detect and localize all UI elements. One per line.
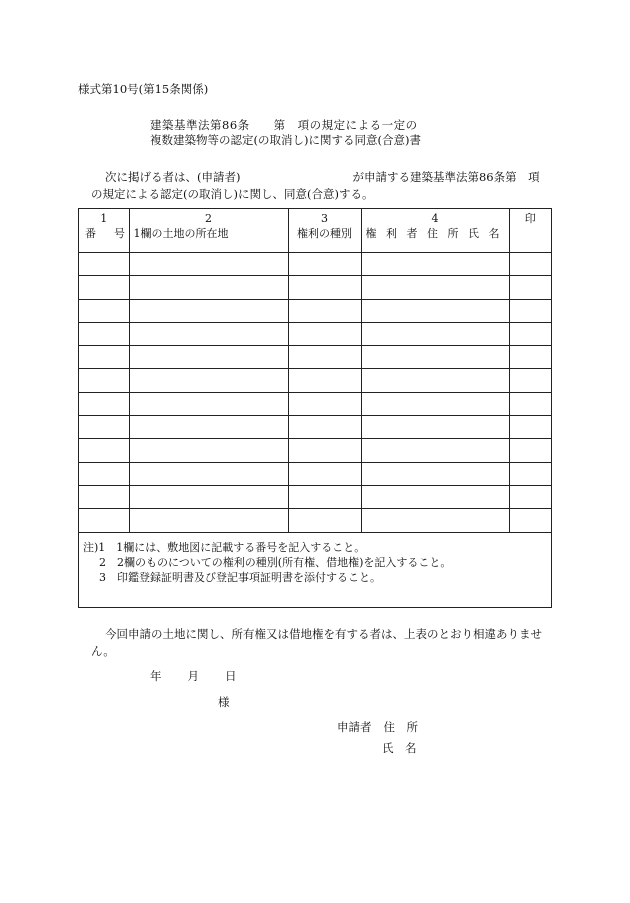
date-row <box>150 668 237 684</box>
cell-right-type[interactable] <box>288 485 361 508</box>
cell-right-type[interactable] <box>288 416 361 439</box>
header-number-label-b: 号 <box>114 227 125 240</box>
cell-location[interactable] <box>129 253 288 276</box>
cell-seal[interactable] <box>509 439 551 462</box>
table-row <box>79 369 551 392</box>
cell-seal[interactable] <box>509 253 551 276</box>
table-row <box>79 509 551 532</box>
cell-right-type[interactable] <box>288 439 361 462</box>
declaration-line2: ん。 <box>91 644 115 658</box>
cell-holder[interactable] <box>361 462 509 485</box>
intro-part2: が申請する建築基準法第86条第 項 <box>352 170 540 184</box>
consent-table-frame <box>78 208 552 608</box>
cell-holder[interactable] <box>361 322 509 345</box>
rights-holder-table <box>79 209 551 533</box>
header-number <box>79 209 129 253</box>
table-row <box>79 322 551 345</box>
cell-number[interactable] <box>79 392 129 415</box>
cell-location[interactable] <box>129 485 288 508</box>
applicant-label: 申請者 <box>337 720 372 734</box>
cell-holder[interactable] <box>361 392 509 415</box>
note-3: 3 印鑑登録証明書及び登記事項証明書を添付すること。 <box>99 571 381 584</box>
cell-number[interactable] <box>79 253 129 276</box>
applicant-address-label: 住 所 <box>383 720 418 734</box>
header-location-index: 2 <box>205 212 212 225</box>
table-row <box>79 416 551 439</box>
cell-number[interactable] <box>79 439 129 462</box>
table-body <box>79 253 551 533</box>
cell-holder[interactable] <box>361 276 509 299</box>
cell-right-type[interactable] <box>288 346 361 369</box>
table-row <box>79 299 551 322</box>
intro-line2: の規定による認定(の取消し)に関し、同意(合意)する。 <box>91 187 374 201</box>
cell-seal[interactable] <box>509 346 551 369</box>
cell-seal[interactable] <box>509 276 551 299</box>
cell-seal[interactable] <box>509 462 551 485</box>
cell-location[interactable] <box>129 509 288 532</box>
header-seal-label: 印 <box>524 212 536 225</box>
cell-holder[interactable] <box>361 439 509 462</box>
table-header-row <box>79 209 551 253</box>
cell-seal[interactable] <box>509 369 551 392</box>
note-1: 注)1 1欄には、敷地図に記載する番号を記入すること。 <box>83 541 366 554</box>
cell-holder[interactable] <box>361 416 509 439</box>
cell-number[interactable] <box>79 462 129 485</box>
table-row <box>79 276 551 299</box>
table-row <box>79 439 551 462</box>
intro-line1 <box>105 169 540 185</box>
note-2: 2 2欄のものについての権利の種別(所有権、借地権)を記入すること。 <box>99 556 452 569</box>
cell-location[interactable] <box>129 276 288 299</box>
addressee-suffix: 様 <box>218 695 230 709</box>
header-location <box>129 209 288 253</box>
cell-location[interactable] <box>129 322 288 345</box>
cell-holder[interactable] <box>361 299 509 322</box>
cell-location[interactable] <box>129 416 288 439</box>
cell-seal[interactable] <box>509 299 551 322</box>
cell-seal[interactable] <box>509 485 551 508</box>
cell-location[interactable] <box>129 346 288 369</box>
cell-location[interactable] <box>129 369 288 392</box>
document-title-line2: 複数建築物等の認定(の取消し)に関する同意(合意)書 <box>150 133 421 147</box>
cell-right-type[interactable] <box>288 462 361 485</box>
cell-seal[interactable] <box>509 416 551 439</box>
cell-number[interactable] <box>79 416 129 439</box>
cell-right-type[interactable] <box>288 322 361 345</box>
table-row <box>79 392 551 415</box>
cell-right-type[interactable] <box>288 509 361 532</box>
cell-seal[interactable] <box>509 392 551 415</box>
table-row <box>79 485 551 508</box>
cell-right-type[interactable] <box>288 392 361 415</box>
date-day-label: 日 <box>225 669 237 683</box>
date-month-label: 月 <box>187 669 199 683</box>
cell-right-type[interactable] <box>288 276 361 299</box>
table-row <box>79 253 551 276</box>
intro-part1: 次に掲げる者は、(申請者) <box>105 170 241 184</box>
document-title-line1: 建築基準法第86条 第 項の規定による一定の <box>150 118 418 132</box>
cell-number[interactable] <box>79 276 129 299</box>
header-holder <box>361 209 509 253</box>
cell-number[interactable] <box>79 485 129 508</box>
cell-number[interactable] <box>79 369 129 392</box>
cell-holder[interactable] <box>361 485 509 508</box>
cell-right-type[interactable] <box>288 369 361 392</box>
cell-seal[interactable] <box>509 509 551 532</box>
header-right-type-index: 3 <box>321 212 328 225</box>
header-holder-label: 権 利 者 住 所 氏 名 <box>365 227 500 240</box>
header-number-label-a: 番 <box>85 227 96 240</box>
declaration-line1: 今回申請の土地に関し、所有権又は借地権を有する者は、上表のとおり相違ありませ <box>105 627 542 641</box>
notes-section <box>79 540 551 585</box>
cell-holder[interactable] <box>361 346 509 369</box>
cell-number[interactable] <box>79 322 129 345</box>
form-number: 様式第10号(第15条関係) <box>78 82 209 96</box>
cell-right-type[interactable] <box>288 299 361 322</box>
cell-holder[interactable] <box>361 509 509 532</box>
cell-location[interactable] <box>129 392 288 415</box>
header-number-index: 1 <box>100 212 108 225</box>
table-row <box>79 346 551 369</box>
header-right-type-label: 権利の種別 <box>297 227 352 240</box>
cell-location[interactable] <box>129 462 288 485</box>
cell-number[interactable] <box>79 346 129 369</box>
cell-seal[interactable] <box>509 322 551 345</box>
cell-location[interactable] <box>129 439 288 462</box>
cell-number[interactable] <box>79 509 129 532</box>
header-location-label: 1欄の土地の所在地 <box>133 227 229 240</box>
header-seal <box>509 209 551 253</box>
cell-holder[interactable] <box>361 253 509 276</box>
header-right-type <box>288 209 361 253</box>
cell-holder[interactable] <box>361 369 509 392</box>
header-holder-index: 4 <box>431 212 439 225</box>
date-year-label: 年 <box>150 669 162 683</box>
table-row <box>79 462 551 485</box>
cell-location[interactable] <box>129 299 288 322</box>
applicant-address-row <box>337 719 418 735</box>
cell-number[interactable] <box>79 299 129 322</box>
applicant-name-label: 氏 名 <box>382 741 417 755</box>
cell-right-type[interactable] <box>288 253 361 276</box>
